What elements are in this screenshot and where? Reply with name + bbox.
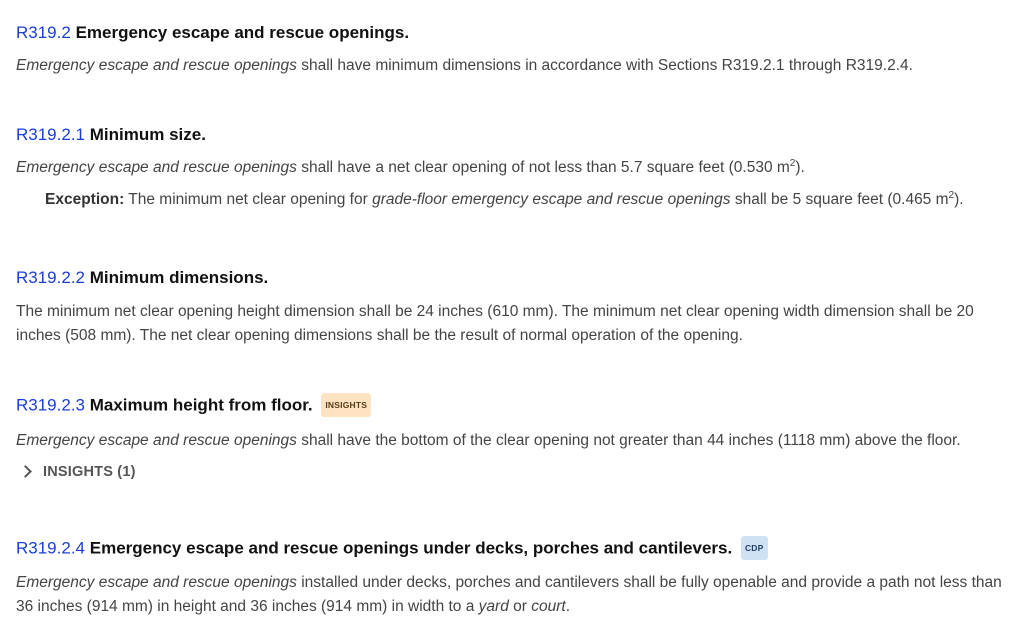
defined-term-yard[interactable]: yard	[478, 598, 509, 615]
section-heading	[16, 394, 1016, 418]
section-title: Emergency escape and rescue openings.	[75, 23, 410, 42]
section-heading	[16, 537, 1016, 561]
section-number-link[interactable]: R319.2.2	[16, 268, 85, 287]
section-title: Minimum dimensions.	[89, 268, 269, 287]
section-paragraph: The minimum net clear opening height dimension shall be 24 inches (610 mm). The minimum net clear opening width dimension shall be 20 inches (508 mm). The net clear opening dimensions shall be the result of normal operation of the opening.	[16, 303, 974, 344]
exception-text: The minimum net clear opening for	[124, 191, 373, 208]
insights-badge[interactable]: INSIGHTS	[321, 393, 371, 417]
paragraph-text: or	[508, 598, 532, 615]
paragraph-text: shall have minimum dimensions in accordance with Sections R319.2.1 through R319.2.4.	[296, 57, 913, 74]
paragraph-text: shall have the bottom of the clear opening not greater than 44 inches (1118 mm) above the floor.	[296, 432, 961, 449]
section-number-link[interactable]: R319.2.3	[16, 395, 85, 415]
section-heading	[16, 22, 1016, 44]
paragraph-text: installed under decks, porches and cantilevers shall be fully openable and provide a path not less than 36 inches (914 mm) in height and 36 inches (914 mm) in width to a	[16, 574, 1002, 615]
exception-text-end: ).	[954, 191, 964, 208]
section-number-link[interactable]: R319.2.1	[16, 125, 85, 144]
paragraph-text-end: ).	[795, 159, 805, 176]
section-title: Minimum size.	[89, 125, 206, 144]
exception-paragraph	[45, 188, 1016, 212]
paragraph-text-end: .	[565, 598, 570, 615]
section-paragraph	[16, 571, 1016, 619]
section-title: Maximum height from floor.	[89, 395, 313, 415]
exception-label: Exception:	[45, 191, 125, 208]
paragraph-text: shall have a net clear opening of not less than 5.7 square feet (0.530 m	[296, 159, 790, 176]
defined-term[interactable]: Emergency escape and rescue openings	[16, 57, 297, 74]
section-r319-2-1	[16, 124, 1016, 212]
section-title: Emergency escape and rescue openings under decks, porches and cantilevers.	[89, 538, 733, 558]
cdp-badge[interactable]: CDP	[741, 536, 768, 560]
defined-term[interactable]: Emergency escape and rescue openings	[16, 574, 297, 591]
defined-term-court[interactable]: court	[531, 598, 566, 615]
section-r319-2-2	[16, 267, 1016, 348]
section-number-link[interactable]: R319.2	[16, 23, 71, 42]
defined-term[interactable]: Emergency escape and rescue openings	[16, 159, 297, 176]
section-number-link[interactable]: R319.2.4	[16, 538, 85, 558]
exception-text: shall be 5 square feet (0.465 m	[730, 191, 949, 208]
defined-term[interactable]: Emergency escape and rescue openings	[16, 432, 297, 449]
insights-toggle[interactable]	[22, 464, 136, 480]
section-paragraph	[16, 54, 1016, 78]
section-r319-2-3	[16, 394, 1016, 481]
section-paragraph	[16, 156, 1016, 180]
section-heading	[16, 124, 1016, 146]
section-heading	[16, 267, 1016, 289]
insights-row	[16, 463, 1016, 481]
defined-term[interactable]: grade-floor emergency escape and rescue openings	[372, 191, 731, 208]
superscript: 2	[948, 189, 955, 201]
insights-toggle-label: INSIGHTS (1)	[43, 463, 136, 480]
section-r319-2-4	[16, 537, 1016, 619]
superscript: 2	[789, 157, 796, 169]
chevron-right-icon	[19, 465, 32, 478]
section-r319-2	[16, 22, 1016, 78]
section-paragraph	[16, 429, 1016, 453]
